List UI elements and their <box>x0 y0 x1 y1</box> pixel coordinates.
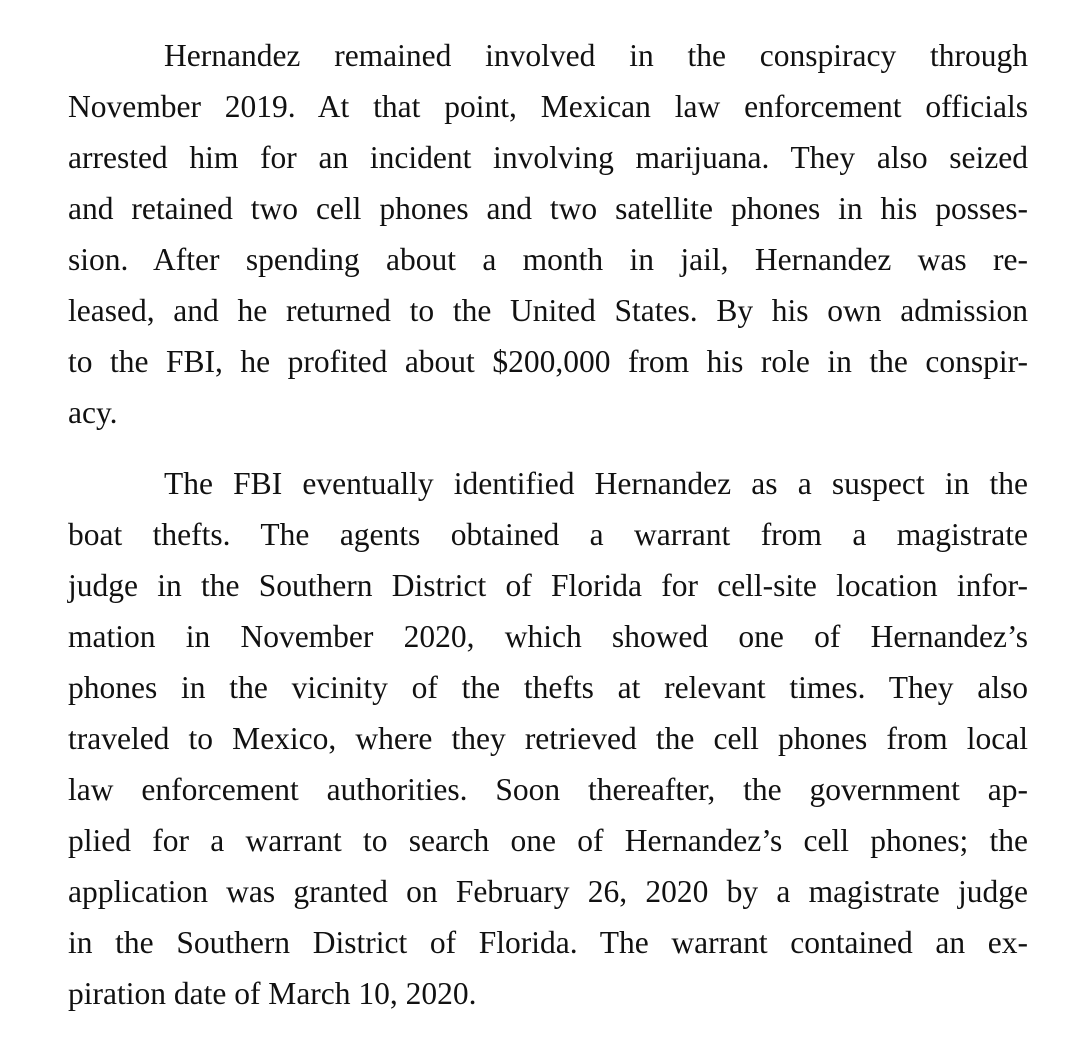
text-line: to the FBI, he profited about $200,000 from his role in the conspir- <box>68 344 1028 379</box>
text-line: mation in November 2020, which showed one of Hernandez’s <box>68 619 1028 654</box>
paragraph-spacer <box>68 438 1028 458</box>
text-line: and retained two cell phones and two satellite phones in his posses- <box>68 191 1028 226</box>
text-line: arrested him for an incident involving marijuana. They also seized <box>68 140 1028 175</box>
text-line: Hernandez remained involved in the conspiracy through <box>164 38 1028 73</box>
text-line: phones in the vicinity of the thefts at relevant times. They also <box>68 670 1028 705</box>
text-line: application was granted on February 26, 2020 by a magistrate judge <box>68 874 1028 909</box>
text-line: leased, and he returned to the United States. By his own admission <box>68 293 1028 328</box>
text-line: acy. <box>68 395 118 430</box>
text-line: judge in the Southern District of Florida for cell-site location infor- <box>68 568 1028 603</box>
paragraph-1 <box>68 30 1028 438</box>
text-line: boat thefts. The agents obtained a warrant from a magistrate <box>68 517 1028 552</box>
text-line: law enforcement authorities. Soon thereafter, the government ap- <box>68 772 1028 807</box>
text-line: November 2019. At that point, Mexican law enforcement officials <box>68 89 1028 124</box>
text-line: piration date of March 10, 2020. <box>68 976 477 1011</box>
text-line: The FBI eventually identified Hernandez as a suspect in the <box>164 466 1028 501</box>
text-line: sion. After spending about a month in jail, Hernandez was re- <box>68 242 1028 277</box>
text-line: in the Southern District of Florida. The warrant contained an ex- <box>68 925 1028 960</box>
paragraph-2 <box>68 458 1028 1019</box>
document-page <box>68 30 1028 1019</box>
text-line: plied for a warrant to search one of Hernandez’s cell phones; the <box>68 823 1028 858</box>
text-line: traveled to Mexico, where they retrieved the cell phones from local <box>68 721 1028 756</box>
